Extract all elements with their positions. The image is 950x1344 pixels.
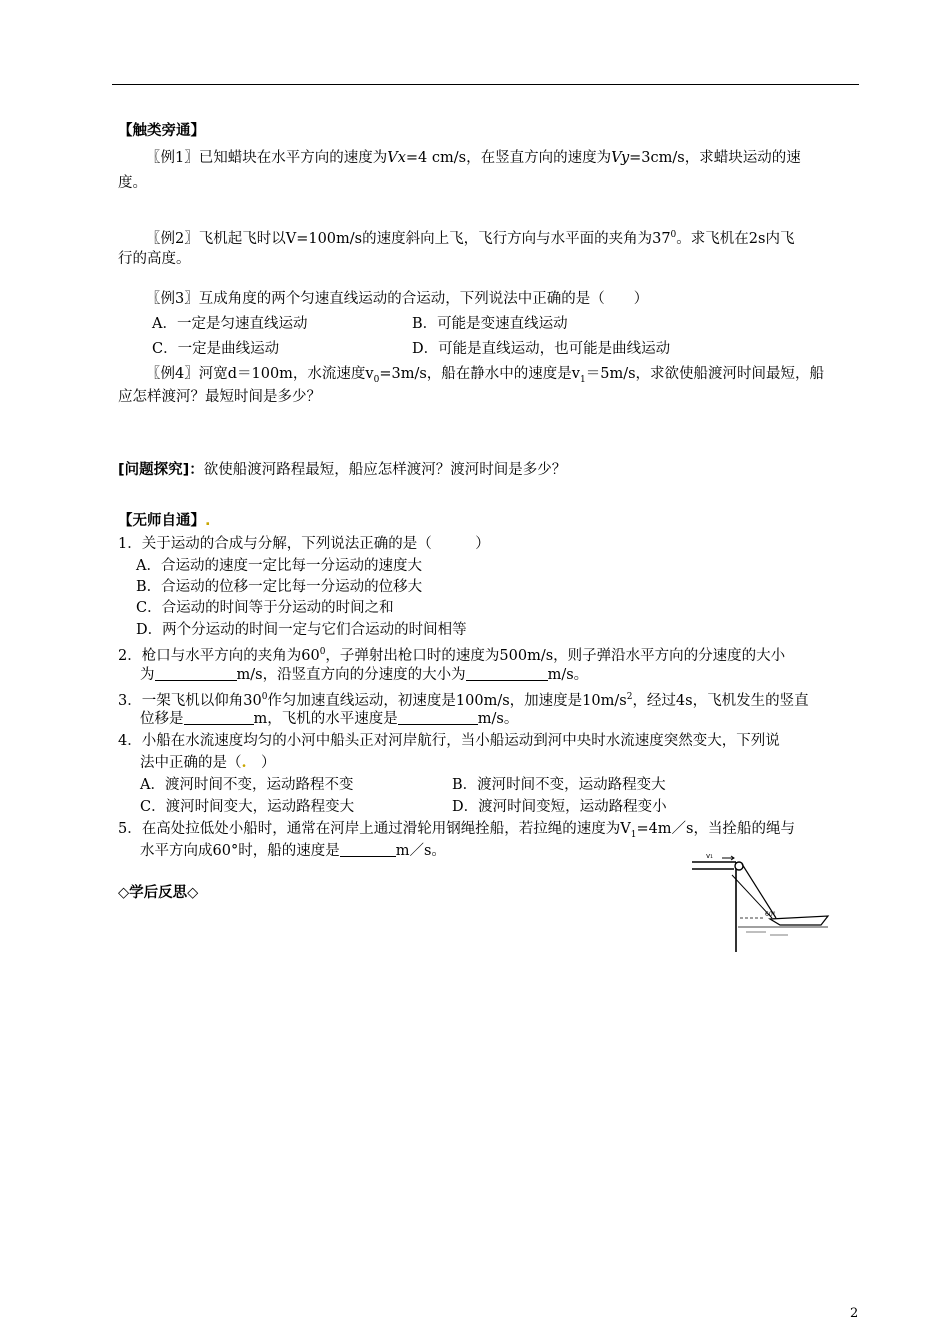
problem-explore: [问题探究]：欲使船渡河路程最短，船应怎样渡河？渡河时间是多少？ — [118, 462, 567, 478]
example-3-question: 〖例3〗互成角度的两个匀速直线运动的合运动，下列说法中正确的是（ ） — [146, 291, 649, 307]
answer-blank[interactable] — [466, 666, 548, 681]
example-3-option-a: A．一定是匀速直线运动 — [152, 316, 308, 332]
question-4-line1: 4．小船在水流速度均匀的小河中船头正对河岸航行，当小船运动到河中央时水流速度突然变大，下列说 — [118, 733, 780, 749]
pulley-icon — [735, 862, 743, 870]
answer-blank[interactable] — [155, 666, 237, 681]
example-4-line2: 应怎样渡河？最短时间是多少？ — [118, 389, 321, 405]
question-2-line2: 为 m/s，沿竖直方向的分速度的大小为 m/s。 — [140, 667, 589, 683]
example-2-line2: 行的高度。 — [118, 251, 191, 267]
question-1-option-a: A．合运动的速度一定比每一分运动的速度大 — [136, 558, 422, 574]
question-4-option-d: D．渡河时间变短，运动路程变小 — [452, 799, 667, 815]
question-4-option-b: B．渡河时间不变，运动路程变大 — [452, 777, 666, 793]
pulley-boat-figure — [688, 848, 838, 954]
question-2-line1: 2．枪口与水平方向的夹角为$60^0$，子弹射出枪口时的速度为500m/s，则子弹沿水平方向的分速度的大小 — [118, 647, 786, 664]
answer-blank[interactable] — [184, 710, 254, 725]
boat-icon — [770, 916, 828, 925]
example-1-line2: 度。 — [118, 175, 147, 191]
question-3-line1: 3．一架飞机以仰角$30^0$作匀加速直线运动，初速度是100m/s，加速度是$10m/s^2$，经过4s，飞机发生的竖直 — [118, 692, 809, 709]
example-1-line1: 〖例1〗已知蜡块在水平方向的速度为Vx=4 cm/s，在竖直方向的速度为Vy=3cm/s，求蜡块运动的速 — [146, 150, 801, 166]
figure-angle-label: 60° — [765, 911, 776, 918]
example-2-line1: 〖例2〗飞机起飞时以V=100m/s的速度斜向上飞，飞行方向与水平面的夹角为$37^0$。求飞机在2s内飞 — [146, 230, 795, 247]
section-touch-heading: 【触类旁通】 — [118, 123, 205, 139]
question-1-option-d: D．两个分运动的时间一定与它们合运动的时间相等 — [136, 622, 467, 638]
section-reflect-heading: ◇学后反思◇ — [118, 885, 199, 901]
question-4-option-a: A．渡河时间不变，运动路程不变 — [140, 777, 354, 793]
example-3-option-c: C．一定是曲线运动 — [152, 341, 280, 357]
example-4-line1: 〖例4〗河宽d＝100m，水流速度$v_0=3m/s$，船在静水中的速度是$v_1=5m/s$，求欲使船渡河时间最短，船 — [146, 366, 825, 385]
question-4-line2: 法中正确的是（. ） — [140, 754, 276, 771]
section-self-heading: 【无师自通】. — [118, 513, 211, 529]
page-number: 2 — [850, 1306, 859, 1321]
header-rule — [112, 84, 859, 85]
question-5-line1: 5．在高处拉低处小船时，通常在河岸上通过滑轮用钢绳拴船，若拉绳的速度为$V_1=4m/s$，当拴船的绳与 — [118, 821, 796, 840]
example-3-option-d: D．可能是直线运动，也可能是曲线运动 — [412, 341, 671, 357]
question-1: 1．关于运动的合成与分解，下列说法正确的是（ ） — [118, 536, 490, 552]
question-4-option-c: C．渡河时间变大，运动路程变大 — [140, 799, 355, 815]
figure-label-v1: v₁ — [706, 852, 713, 860]
question-1-option-c: C．合运动的时间等于分运动的时间之和 — [136, 600, 394, 616]
answer-blank[interactable] — [398, 710, 478, 725]
example-3-option-b: B．可能是变速直线运动 — [412, 316, 568, 332]
question-1-option-b: B．合运动的位移一定比每一分运动的位移大 — [136, 579, 423, 595]
question-3-line2: 位移是 m，飞机的水平速度是 m/s。 — [140, 711, 519, 727]
question-5-line2: 水平方向成60°时，船的速度是 m／s。 — [140, 843, 446, 859]
answer-blank[interactable] — [340, 842, 396, 857]
